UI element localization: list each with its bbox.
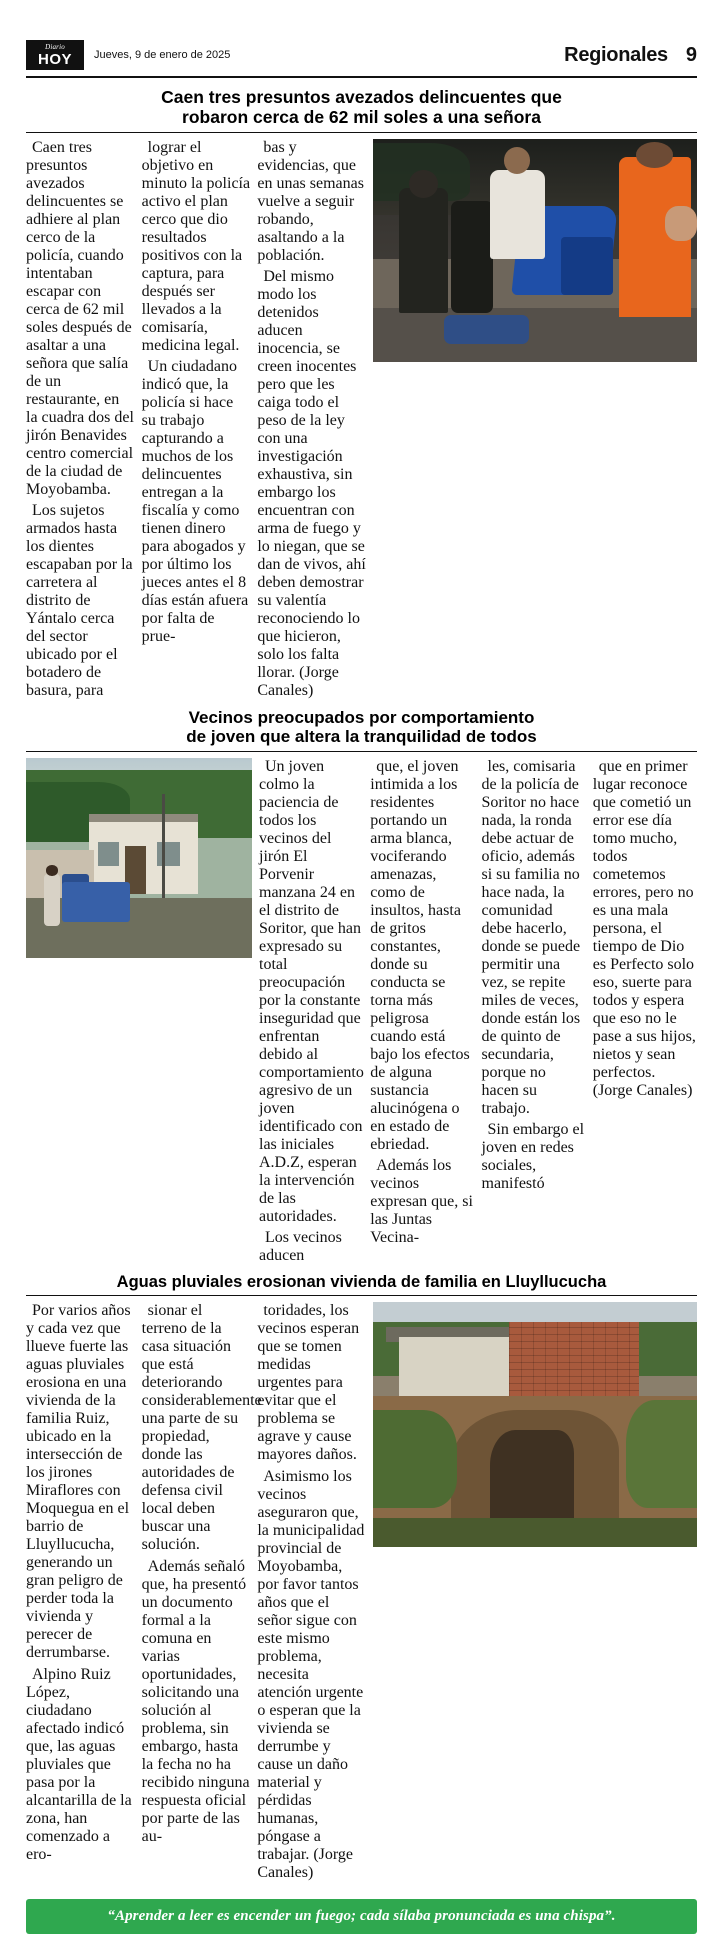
- paragraph: toridades, los vecinos esperan que se tomen medidas urgentes para evitar que el problema se agrave y cause mayores daños.: [257, 1302, 360, 1464]
- article-3-text: [26, 1302, 366, 1885]
- photo-police-arrest: [373, 139, 697, 362]
- paragraph: Los sujetos armados hasta los dientes escapaban por la carretera al distrito de Yántalo cerca del sector ubicado por el botadero de basura, para: [26, 502, 133, 700]
- article-1: [26, 88, 697, 704]
- photo-person-on-ground: [444, 315, 528, 344]
- paragraph: sionar el terreno de la casa situación que está deteriorando considerablemente una parte de su propiedad, donde las autoridades de defensa civil local deben buscar una solución.: [141, 1302, 262, 1554]
- article-2-headline-line1: Vecinos preocupados por comportamiento: [188, 707, 535, 727]
- article-2: [26, 708, 697, 1269]
- article-1-headline-line1: Caen tres presuntos avezados delincuentes que: [161, 87, 562, 107]
- article-1-rule: [26, 132, 697, 133]
- quote-banner: “Aprender a leer es encender un fuego; cada sílaba pronunciada es una chispa”.: [26, 1899, 697, 1934]
- paragraph: lograr el objetivo en minuto la policía activo el plan cerco que dio resultados positivos con la captura, para después ser llevados a la comisaría, medicina legal.: [141, 138, 251, 354]
- article-3-rule: [26, 1295, 697, 1296]
- photo-foreground-grass: [373, 1518, 697, 1547]
- paragraph: Del mismo modo los detenidos aducen inocencia, se creen inocentes pero que les caiga todo el peso de la ley con una investigación exhaustiva, sin embargo los encuentran con arma de fuego y lo niegan, que se dan de vivos, ahí deben demostrar su valentía reconociendo lo que hicieron, solo los falta llorar. (Jorge Canales): [257, 268, 366, 700]
- paragraph: les, comisaria de la policía de Soritor no hace nada, la ronda debe actuar de oficio, además si su familia no hace nada, la comunidad debe hacerlo, donde se puede permitir una vez, se repite miles de veces, donde están los de quinto de secundaria, porque no hacen su trabajo.: [481, 757, 581, 1117]
- article-3-body: [26, 1302, 697, 1885]
- photo-window-right: [157, 842, 180, 866]
- photo-person: [44, 874, 60, 926]
- photo-officer-2: [451, 201, 493, 313]
- article-2-col-3: [482, 758, 586, 1269]
- article-2-text: [259, 758, 697, 1269]
- photo-hand: [665, 206, 697, 242]
- paragraph: bas y evidencias, que en unas semanas vuelve a seguir robando, asaltando a la población.: [257, 138, 364, 264]
- photo-utility-post: [162, 794, 166, 914]
- paragraph: Sin embargo el joven en redes sociales, manifestó: [481, 1121, 585, 1193]
- logo-top-text: Diario: [45, 42, 65, 51]
- section-title: Regionales: [564, 43, 668, 66]
- photo-street: [26, 898, 252, 958]
- article-2-col-2: [370, 758, 474, 1269]
- newspaper-logo: [26, 40, 84, 70]
- photo-officer-1: [399, 188, 448, 313]
- article-3: [26, 1273, 697, 1886]
- article-3-headline: [26, 1273, 697, 1292]
- article-3-col-1: [26, 1302, 135, 1885]
- paragraph: que, el joven intimida a los residentes portando un arma blanca, vociferando amenazas, como de insultos, hasta de gritos constantes, donde su conducta se torna más peligrosa cuando está bajo los efectos de alguna sustancia alucinógena o en estado de ebriedad.: [370, 757, 470, 1153]
- article-2-headline-line2: de joven que altera la tranquilidad de todos: [186, 727, 537, 747]
- article-1-headline-line2: robaron cerca de 62 mil soles a una señora: [182, 106, 541, 127]
- photo-bush-right: [626, 1400, 697, 1508]
- paragraph: Un joven colmo la paciencia de todos los vecinos del jirón El Porvenir manzana 24 en el distrito de Soritor, que han expresado su total preocupación por la constante inseguridad que enfrentan debido al comportamiento agresivo de un joven identificado con las iniciales A.D.Z, esperan la intervención de las autoridades.: [259, 757, 364, 1225]
- paragraph: Caen tres presuntos avezados delincuentes se adhiere al plan cerco de la policía, cuando intentaban escapar con cerca de 62 mil soles después de asaltar a una señora que salía de un restaurante, en la cuadra dos del jirón Benavides centro comercial de la ciudad de Moyobamba.: [26, 138, 134, 498]
- article-2-col-1: [259, 758, 363, 1269]
- photo-bush-left: [373, 1410, 457, 1508]
- photo-eroded-house: [373, 1302, 697, 1547]
- article-2-body: [26, 758, 697, 1269]
- logo-bottom-text: HOY: [37, 50, 72, 68]
- article-1-body: [26, 139, 697, 704]
- paragraph: Los vecinos aducen: [259, 1229, 342, 1265]
- issue-date: Jueves, 9 de enero de 2025: [94, 49, 231, 61]
- article-2-headline: [26, 708, 697, 747]
- paragraph: Por varios años y cada vez que llueve fuerte las aguas pluviales erosiona en una vivienda de la familia Ruiz, ubicado en la intersección de los jirones Miraflores con Moquegua en el barrio de Lluyllucucha, generando un gran peligro de perder toda la vivienda y perecer de derrumbarse.: [26, 1302, 131, 1662]
- paragraph: Además los vecinos expresan que, si las Juntas Vecina-: [370, 1157, 473, 1247]
- photo-neighborhood-house: [26, 758, 252, 958]
- article-2-rule: [26, 751, 697, 752]
- photo-suspect: [490, 170, 545, 259]
- page-number: 9: [685, 43, 697, 66]
- paragraph: Además señaló que, ha presentó un documento formal a la comuna en varias oportunidades, solicitando una solución al problema, sin embargo, hasta la fecha no ha recibido ninguna respuesta oficial por parte de las au-: [141, 1557, 250, 1845]
- article-2-col-4: [593, 758, 697, 1269]
- paragraph: Asimismo los vecinos aseguraron que, la municipalidad provincial de Moyobamba, por favor tantos años que el señor sigue con este mismo problema, necesita atención urgente o esperan que la vivienda se derrumbe y cause un daño material y pérdidas humanas, póngase a trabajar. (Jorge Canales): [257, 1467, 365, 1881]
- article-3-col-2: [141, 1302, 262, 1885]
- paragraph: Un ciudadano indicó que, la policía si hace su trabajo capturando a muchos de los delincuentes entregan a la fiscalía y como tienen dinero para abogados y por último los jueces antes el 8 días están afuera por falta de prue-: [141, 358, 249, 646]
- photo-motorcycle-2: [561, 237, 613, 295]
- paragraph: que en primer lugar reconoce que cometió un error ese día tomo mucho, todos cometemos errores, pero no es una mala persona, el tiempo de Dio es Perfecto solo eso, suerte para todos y espera que eso no le pase a sus hijos, nietos y sean perfectos. (Jorge Canales): [592, 757, 696, 1099]
- article-1-text: [26, 139, 366, 704]
- article-1-col-1: [26, 139, 135, 704]
- paragraph: Alpino Ruiz López, ciudadano afectado indicó que, las aguas pluviales que pasa por la alcantarilla de la zona, han comenzado a ero-: [26, 1665, 132, 1863]
- article-3-col-3: [257, 1302, 366, 1885]
- photo-window-left: [98, 842, 118, 866]
- article-1-col-3: [257, 139, 366, 704]
- photo-truck: [62, 882, 130, 922]
- masthead: [26, 40, 697, 78]
- article-1-col-2: [142, 139, 251, 704]
- article-1-headline: [26, 88, 697, 128]
- photo-brick-texture: [509, 1322, 639, 1405]
- article-3-headline-line1: Aguas pluviales erosionan vivienda de familia en Lluyllucucha: [116, 1272, 607, 1291]
